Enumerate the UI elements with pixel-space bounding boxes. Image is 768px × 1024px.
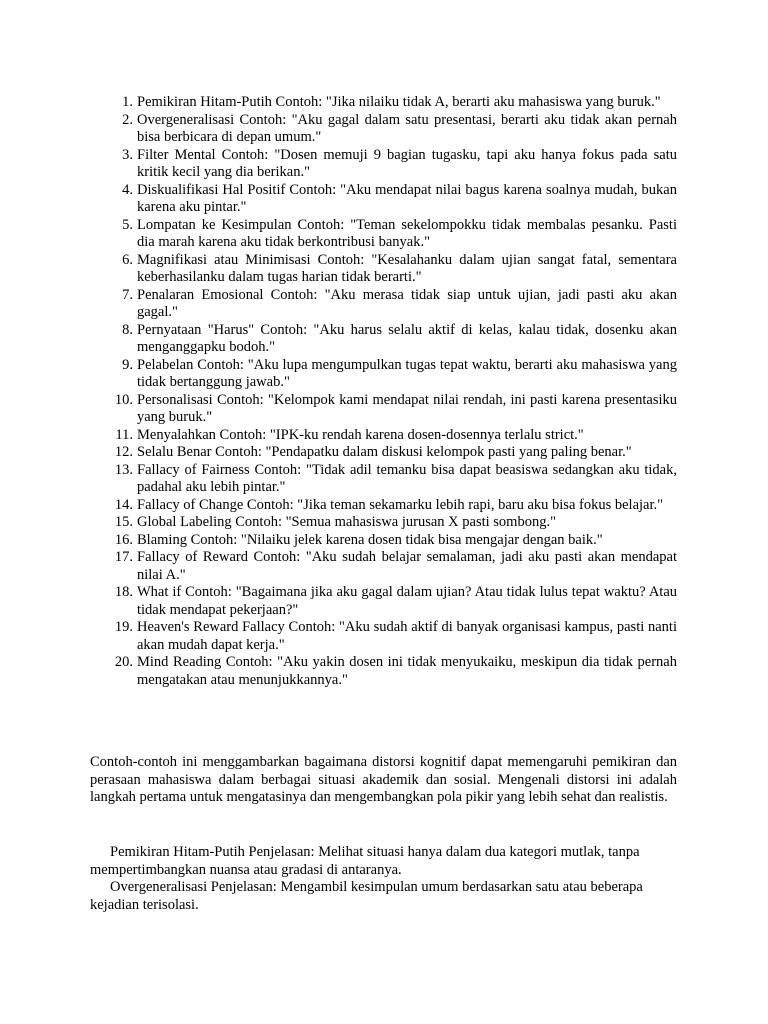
- list-item: [105, 147, 677, 182]
- list-item: [105, 217, 677, 252]
- list-item: [105, 584, 677, 619]
- list-text: Pemikiran Hitam-Putih Contoh: "Jika nilaiku tidak A, berarti aku mahasiswa yang buruk.": [137, 94, 661, 110]
- list-item: [105, 444, 677, 462]
- list-item: [105, 94, 677, 112]
- list-text: Blaming Contoh: "Nilaiku jelek karena dosen tidak bisa mengajar dengan baik.": [137, 531, 603, 548]
- list-number: 4.: [122, 181, 133, 198]
- list-item: [105, 619, 677, 654]
- list-number: 20.: [114, 654, 133, 670]
- list-item: [105, 462, 677, 497]
- list-number: 2.: [122, 111, 133, 128]
- list-text: Global Labeling Contoh: "Semua mahasiswa jurusan X pasti sombong.": [137, 514, 556, 530]
- list-number: 7.: [122, 286, 133, 303]
- list-item: [105, 532, 677, 550]
- list-text: Mind Reading Contoh: "Aku yakin dosen ini tidak menyukaiku, meskipun dia tidak pernah mengatakan atau menunjukkannya.": [137, 654, 677, 688]
- list-item: [105, 427, 677, 445]
- list-number: 17.: [114, 549, 133, 565]
- list-number: 12.: [114, 444, 133, 460]
- list-number: 15.: [114, 514, 133, 530]
- list-text: Pernyataan "Harus" Contoh: "Aku harus selalu aktif di kelas, kalau tidak, dosenku akan menganggapku bodoh.": [137, 321, 677, 355]
- list-number: 14.: [114, 496, 133, 513]
- list-item: [105, 322, 677, 357]
- list-text: Penalaran Emosional Contoh: "Aku merasa tidak siap untuk ujian, jadi pasti aku akan gagal.": [137, 286, 677, 320]
- list-number: 5.: [122, 216, 133, 233]
- list-text: Fallacy of Change Contoh: "Jika teman sekamarku lebih rapi, baru aku bisa fokus belajar.": [137, 496, 664, 513]
- list-item: [105, 549, 677, 584]
- list-text: Selalu Benar Contoh: "Pendapatku dalam diskusi kelompok pasti yang paling benar.": [137, 444, 632, 460]
- list-item: [105, 252, 677, 287]
- cognitive-distortion-list: [105, 94, 677, 689]
- list-number: 11.: [115, 426, 133, 443]
- list-number: 19.: [114, 619, 133, 635]
- list-number: 6.: [122, 251, 133, 268]
- list-text: Filter Mental Contoh: "Dosen memuji 9 bagian tugasku, tapi aku hanya fokus pada satu kritik kecil yang dia berikan.": [137, 146, 677, 180]
- list-number: 1.: [122, 94, 133, 110]
- list-item: [105, 392, 677, 427]
- list-text: Fallacy of Fairness Contoh: "Tidak adil temanku bisa dapat beasiswa sedangkan aku tidak, padahal aku lebih pintar.": [137, 461, 677, 495]
- list-item: [105, 182, 677, 217]
- list-item: [105, 357, 677, 392]
- list-item: [105, 514, 677, 532]
- list-text: Pelabelan Contoh: "Aku lupa mengumpulkan tugas tepat waktu, berarti aku mahasiswa yang tidak bertanggung jawab.": [137, 356, 677, 390]
- list-text: Menyalahkan Contoh: "IPK-ku rendah karena dosen-dosennya terlalu strict.": [137, 426, 584, 443]
- list-text: Personalisasi Contoh: "Kelompok kami mendapat nilai rendah, ini pasti karena presentasiku yang buruk.": [137, 391, 677, 425]
- summary-paragraph: Contoh-contoh ini menggambarkan bagaimana distorsi kognitif dapat memengaruhi pemikiran dan perasaan mahasiswa dalam berbagai situasi akademik dan sosial. Mengenali distorsi ini adalah langkah pertama untuk mengatasinya dan mengembangkan pola pikir yang lebih sehat dan realistis.: [90, 754, 677, 805]
- list-text: Lompatan ke Kesimpulan Contoh: "Teman sekelompokku tidak membalas pesanku. Pasti dia marah karena aku tidak berkontribusi banyak.": [137, 216, 677, 250]
- list-item: [105, 287, 677, 322]
- list-text: Diskualifikasi Hal Positif Contoh: "Aku mendapat nilai bagus karena soalnya mudah, bukan karena aku pintar.": [137, 181, 677, 215]
- list-text: Fallacy of Reward Contoh: "Aku sudah belajar semalaman, jadi aku pasti akan mendapat nilai A.": [137, 549, 677, 583]
- list-number: 9.: [122, 356, 133, 373]
- list-number: 10.: [114, 391, 133, 408]
- list-number: 13.: [114, 461, 133, 478]
- list-number: 3.: [122, 146, 133, 163]
- list-item: [105, 497, 677, 515]
- list-text: Magnifikasi atau Minimisasi Contoh: "Kesalahanku dalam ujian sangat fatal, sementara keberhasilanku dalam tugas harian tidak berarti.": [137, 251, 677, 285]
- list-number: 8.: [122, 321, 133, 338]
- list-number: 18.: [114, 584, 133, 600]
- list-number: 16.: [114, 531, 133, 548]
- explanation-paragraph: Pemikiran Hitam-Putih Penjelasan: Melihat situasi hanya dalam dua kategori mutlak, tanpa mempertimbangkan nuansa atau gradasi di antaranya.: [90, 844, 640, 878]
- list-text: Overgeneralisasi Contoh: "Aku gagal dalam satu presentasi, berarti aku tidak akan pernah bisa berbicara di depan umum.": [137, 111, 677, 145]
- explanation-paragraph: Overgeneralisasi Penjelasan: Mengambil kesimpulan umum berdasarkan satu atau beberapa kejadian terisolasi.: [90, 879, 643, 913]
- list-item: [105, 654, 677, 689]
- list-text: What if Contoh: "Bagaimana jika aku gagal dalam ujian? Atau tidak lulus tepat waktu? Atau tidak mendapat pekerjaan?": [137, 584, 677, 618]
- list-text: Heaven's Reward Fallacy Contoh: "Aku sudah aktif di banyak organisasi kampus, pasti nanti akan mudah dapat kerja.": [137, 619, 677, 653]
- list-item: [105, 112, 677, 147]
